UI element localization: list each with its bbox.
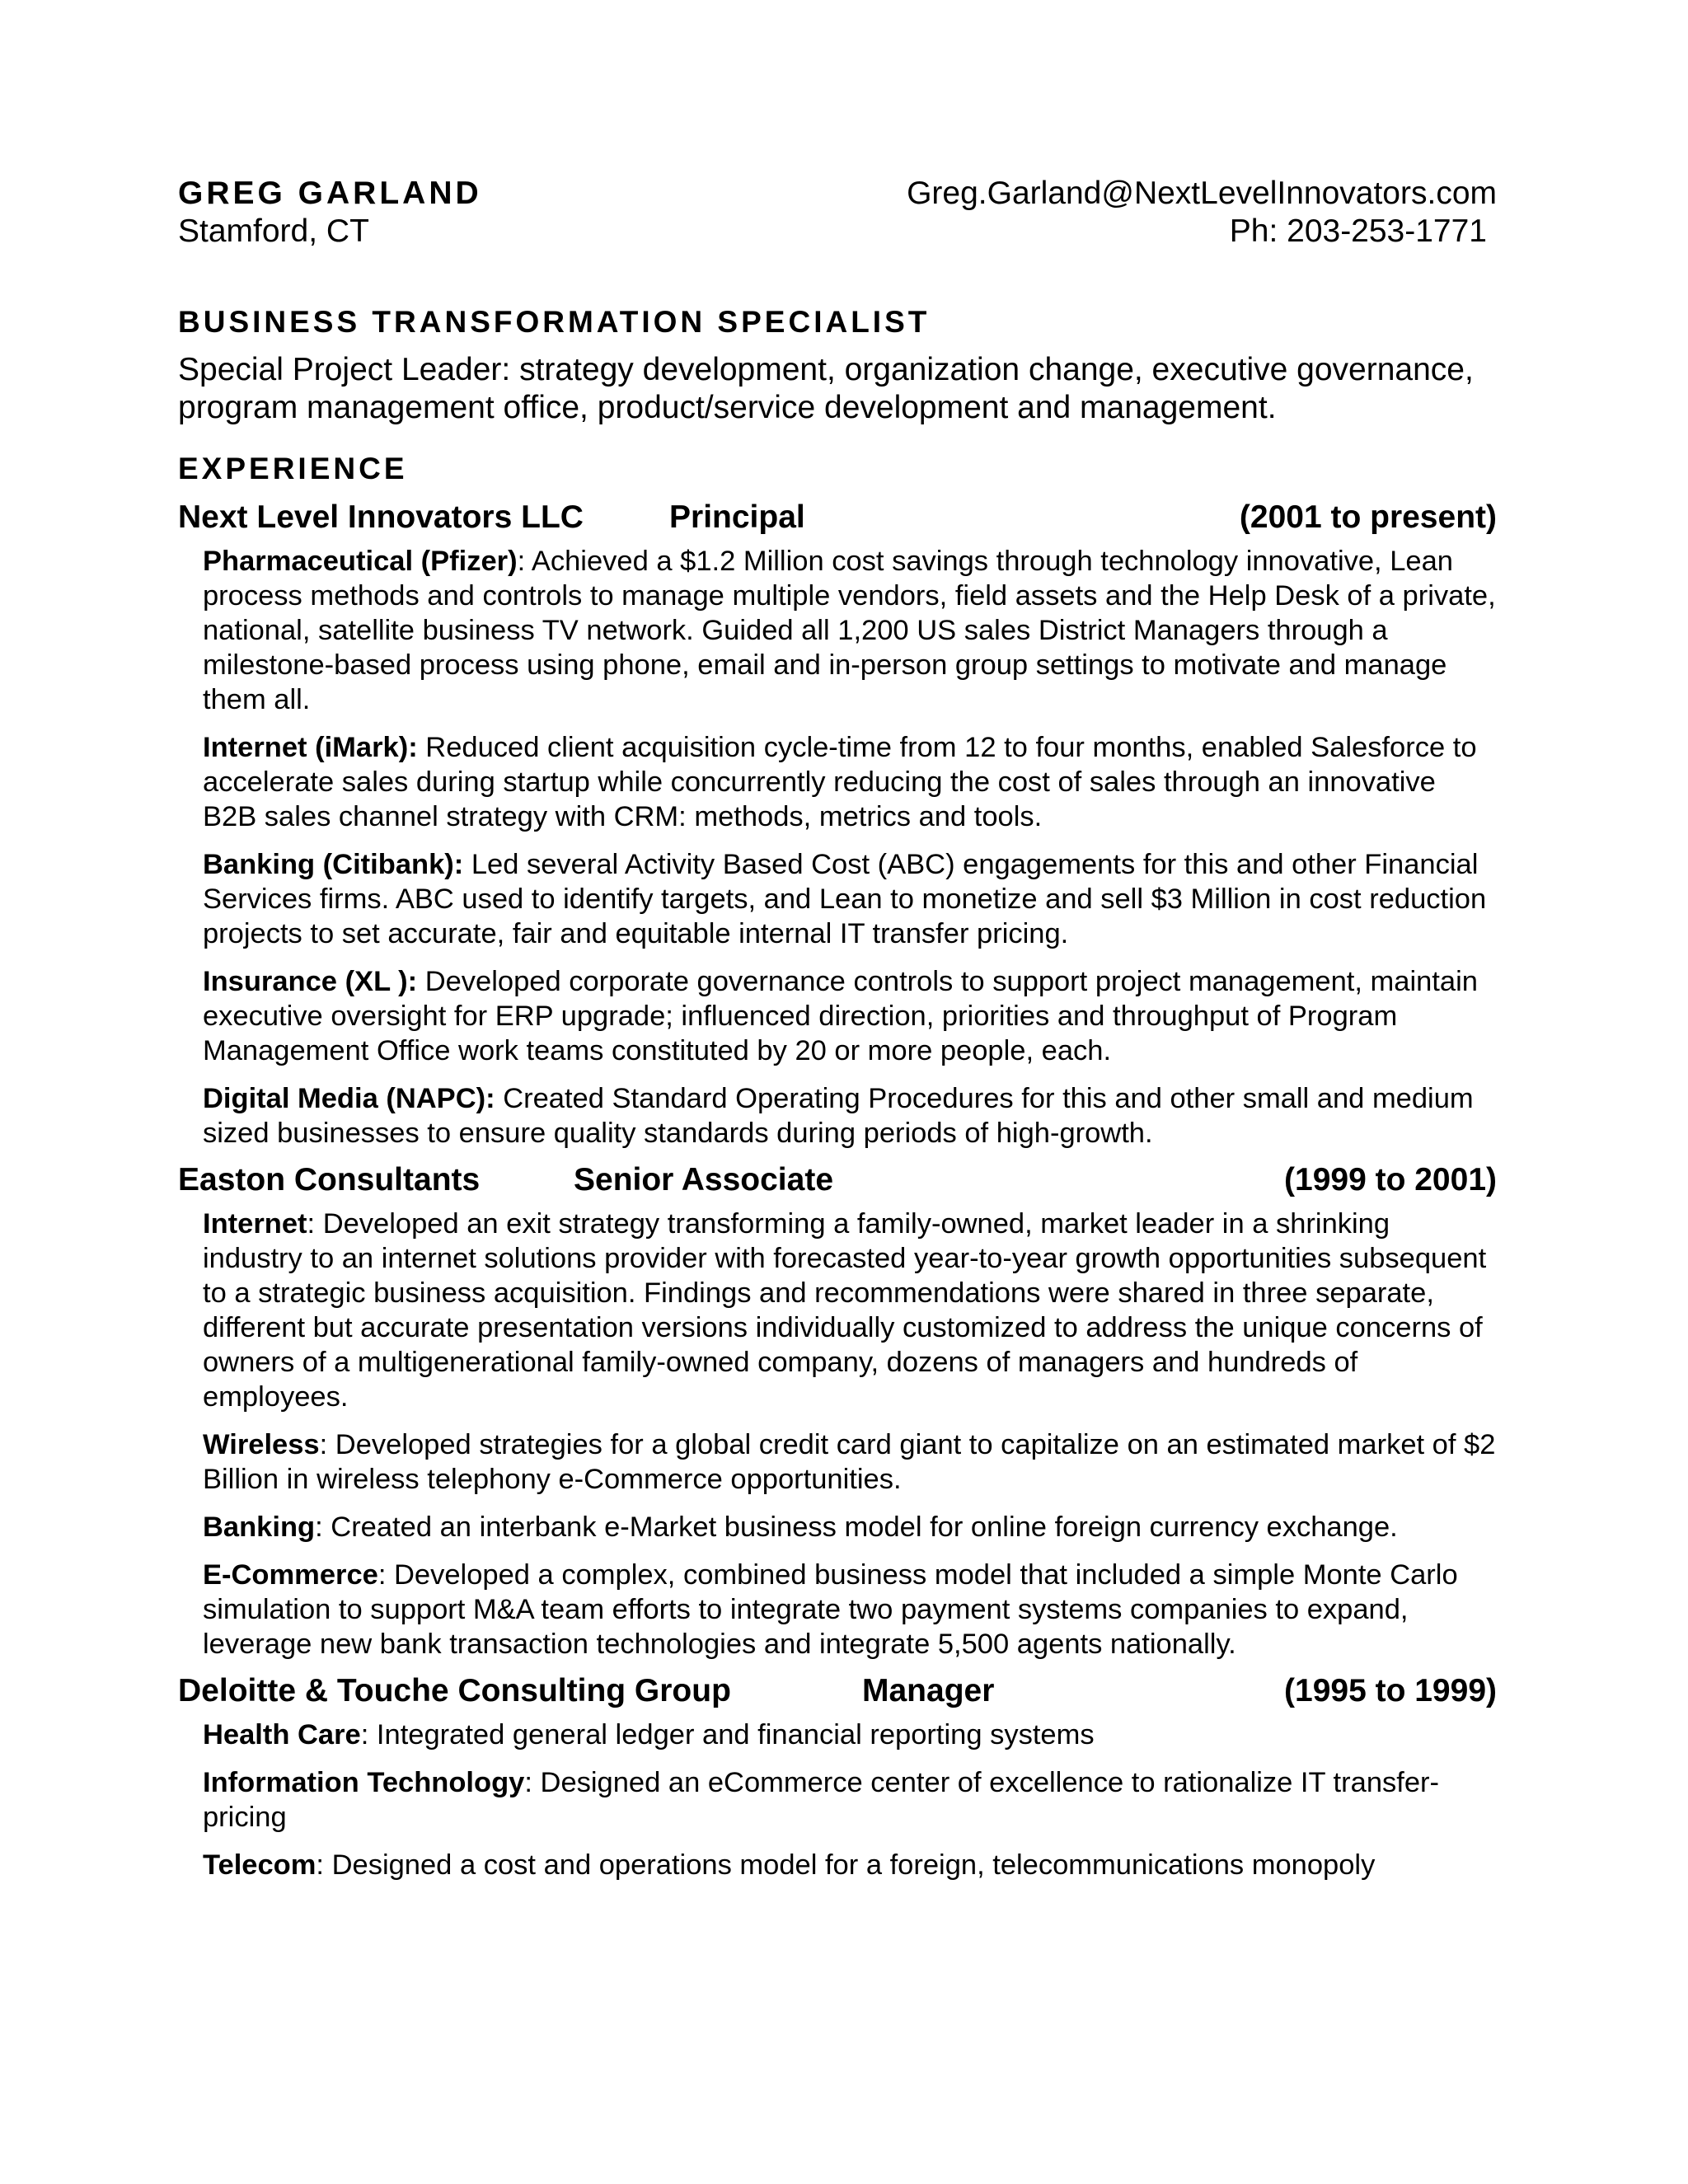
job-item: Wireless: Developed strategies for a global credit card giant to capitalize on an estimated market of $2 Billion in wireless telephony e-Commerce opportunities.: [203, 1429, 1496, 1495]
job-items: [178, 544, 1497, 1151]
item-label: Banking (Citibank):: [203, 849, 464, 880]
item-text: Integrated general ledger and financial reporting systems: [376, 1719, 1095, 1750]
job-company: Easton Consultants: [178, 1162, 481, 1197]
job-role: Senior Associate: [574, 1162, 834, 1197]
experience-section-title: EXPERIENCE: [178, 452, 408, 485]
job-item: E-Commerce: Developed a complex, combined business model that included a simple Monte Carlo simulation to support M&A team efforts to integrate two payment systems companies to expand, leverage new bank transaction technologies and integrate 5,500 agents nationally.: [203, 1559, 1458, 1660]
item-label: Banking: [203, 1511, 316, 1543]
job-header: [178, 1162, 1497, 1202]
item-text: Created an interbank e-Market business model for online foreign currency exchange.: [331, 1511, 1398, 1543]
item-label: Health Care: [203, 1719, 361, 1750]
item-text: Developed a complex, combined business model that included a simple Monte Carlo simulation to support M&A team efforts to integrate two payment systems companies to expand, leverage new bank transaction technologies and integrate 5,500 agents nationally.: [203, 1559, 1458, 1660]
item-text: Designed a cost and operations model for a foreign, telecommunications monopoly: [331, 1849, 1376, 1881]
job-item: Pharmaceutical (Pfizer): Achieved a $1.2 Million cost savings through technology innovative, Lean process methods and controls to manage multiple vendors, field assets and the Help Desk of a private, national, satellite business TV network. Guided all 1,200 US sales District Managers through a milestone-based process using phone, email and in-person group settings to motivate and manage them all.: [203, 546, 1496, 715]
item-text: Led several Activity Based Cost (ABC) engagements for this and other Financial Services firms. ABC used to identify targets, and Lean to monetize and sell $3 Million in cost reduction projects to set accurate, fair and equitable internal IT transfer pricing.: [203, 849, 1487, 949]
job-item: Banking: Created an interbank e-Market business model for online foreign currency exchange.: [203, 1511, 1398, 1543]
job-header: [178, 1673, 1497, 1713]
item-label: Internet (iMark):: [203, 732, 418, 763]
item-text: Reduced client acquisition cycle-time from 12 to four months, enabled Salesforce to accelerate sales during startup while concurrently reducing the cost of sales through an innovative B2B sales channel strategy with CRM: methods, metrics and tools.: [203, 732, 1477, 832]
item-label: E-Commerce: [203, 1559, 378, 1591]
location: Stamford, CT: [178, 213, 369, 249]
job-header: [178, 499, 1497, 539]
job-role: Principal: [669, 499, 805, 535]
item-label: Information Technology: [203, 1767, 525, 1798]
item-text: Developed corporate governance controls to support project management, maintain executive oversight for ERP upgrade; influenced direction, priorities and throughput of Program Management Office work teams constituted by 20 or more people, each.: [203, 966, 1478, 1066]
job-role: Manager: [862, 1673, 995, 1708]
job-item: Internet: Developed an exit strategy transforming a family-owned, market leader in a shrinking industry to an internet solutions provider with forecasted year-to-year growth opportunities subsequent to a strategic business acquisition. Findings and recommendations were shared in three separate, different but accurate presentation versions individually customized to address the unique concerns of owners of a multigenerational family-owned company, dozens of managers and hundreds of employees.: [203, 1208, 1487, 1413]
item-text: Developed strategies for a global credit card giant to capitalize on an estimated market of $2 Billion in wireless telephony e-Commerce opportunities.: [203, 1429, 1496, 1495]
job-item: [203, 730, 1497, 834]
item-label: Internet: [203, 1208, 307, 1240]
item-label: Insurance (XL ):: [203, 966, 418, 997]
job-company: Next Level Innovators LLC: [178, 499, 584, 535]
phone-number: Ph: 203-253-1771: [1229, 213, 1487, 249]
headline-summary: Special Project Leader: strategy development, organization change, executive governance, program management office, product/service development and management.: [178, 352, 1474, 425]
job-dates: (2001 to present): [1239, 499, 1497, 535]
job-item: Health Care: Integrated general ledger and financial reporting systems: [203, 1719, 1095, 1750]
job-dates: (1995 to 1999): [1284, 1673, 1497, 1708]
header-row-2: [178, 213, 1497, 251]
item-text: Designed an eCommerce center of excellence to rationalize IT transfer-pricing: [203, 1767, 1440, 1833]
job-dates: (1999 to 2001): [1284, 1162, 1497, 1197]
job-company: Deloitte & Touche Consulting Group: [178, 1673, 731, 1708]
item-label: Digital Media (NAPC):: [203, 1083, 495, 1114]
candidate-name: GREG GARLAND: [178, 176, 482, 211]
headline-title: BUSINESS TRANSFORMATION SPECIALIST: [178, 305, 931, 339]
job-item: [203, 1081, 1497, 1151]
job-items: [178, 1718, 1497, 1882]
job-item: Information Technology: Designed an eCommerce center of excellence to rationalize IT transfer-pricing: [203, 1767, 1440, 1833]
email-address: Greg.Garland@NextLevelInnovators.com: [907, 176, 1497, 211]
item-text: Developed an exit strategy transforming a family-owned, market leader in a shrinking industry to an internet solutions provider with forecasted year-to-year growth opportunities subsequent to a strategic business acquisition. Findings and recommendations were shared in three separate, different but accurate presentation versions individually customized to address the unique concerns of owners of a multigenerational family-owned company, dozens of managers and hundreds of employees.: [203, 1208, 1487, 1413]
job-items: [178, 1207, 1497, 1661]
header-row-1: [178, 175, 1497, 213]
item-label: Pharmaceutical (Pfizer): [203, 546, 518, 577]
job-item: [203, 964, 1497, 1068]
job-item: Telecom: Designed a cost and operations model for a foreign, telecommunications monopoly: [203, 1849, 1376, 1881]
resume-page: [178, 175, 1497, 1891]
item-text: Achieved a $1.2 Million cost savings through technology innovative, Lean process methods and controls to manage multiple vendors, field assets and the Help Desk of a private, national, satellite business TV network. Guided all 1,200 US sales District Managers through a milestone-based process using phone, email and in-person group settings to motivate and manage them all.: [203, 546, 1496, 715]
job-item: [203, 847, 1497, 951]
item-text: Created Standard Operating Procedures for this and other small and medium sized businesses to ensure quality standards during periods of high-growth.: [203, 1083, 1474, 1149]
item-label: Wireless: [203, 1429, 320, 1460]
item-label: Telecom: [203, 1849, 316, 1881]
